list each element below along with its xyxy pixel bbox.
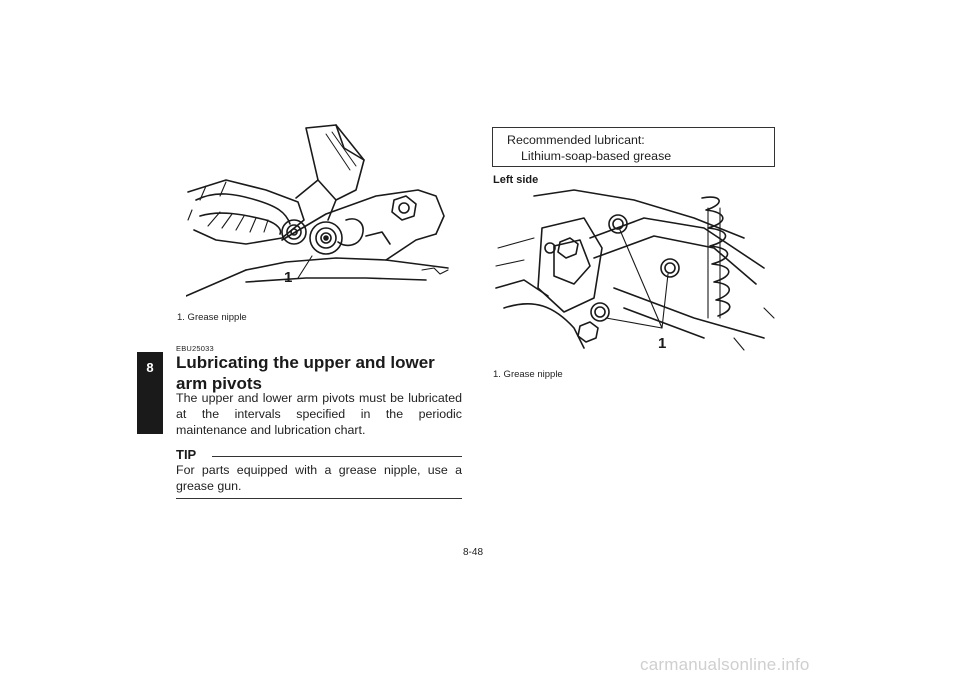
- tip-text: For parts equipped with a grease nipple, use a grease gun.: [176, 463, 462, 493]
- chapter-tab: [137, 352, 163, 434]
- arm-pivot-illustration: [186, 120, 456, 304]
- page-number: 8-48: [463, 547, 484, 558]
- tip-bottom-rule: [176, 498, 462, 499]
- recommended-lubricant-box: [492, 127, 775, 167]
- left-side-drawing: [494, 188, 776, 354]
- tip-header: [176, 446, 462, 462]
- chapter-number: 8: [146, 360, 154, 375]
- tip-rule: [212, 456, 462, 457]
- left-side-illustration: [494, 188, 776, 354]
- section-code: EBU25033: [176, 344, 214, 353]
- lubricant-label: Recommended lubricant:: [507, 133, 645, 147]
- tip-label: TIP: [176, 447, 197, 462]
- left-side-heading: Left side: [493, 174, 539, 186]
- left-figure-caption: 1. Grease nipple: [177, 312, 247, 323]
- left-callout-number: 1: [284, 269, 293, 286]
- section-body: The upper and lower arm pivots must be lubricated at the intervals specified in the periodic maintenance and lubrication chart.: [176, 391, 462, 437]
- right-figure-caption: 1. Grease nipple: [493, 369, 563, 380]
- section-heading: Lubricating the upper and lower arm pivots: [176, 353, 435, 393]
- lubricant-value: Lithium-soap-based grease: [521, 149, 672, 163]
- arm-pivot-drawing: [186, 120, 456, 304]
- right-callout-number: 1: [658, 335, 667, 352]
- watermark: carmanualsonline.info: [640, 655, 810, 674]
